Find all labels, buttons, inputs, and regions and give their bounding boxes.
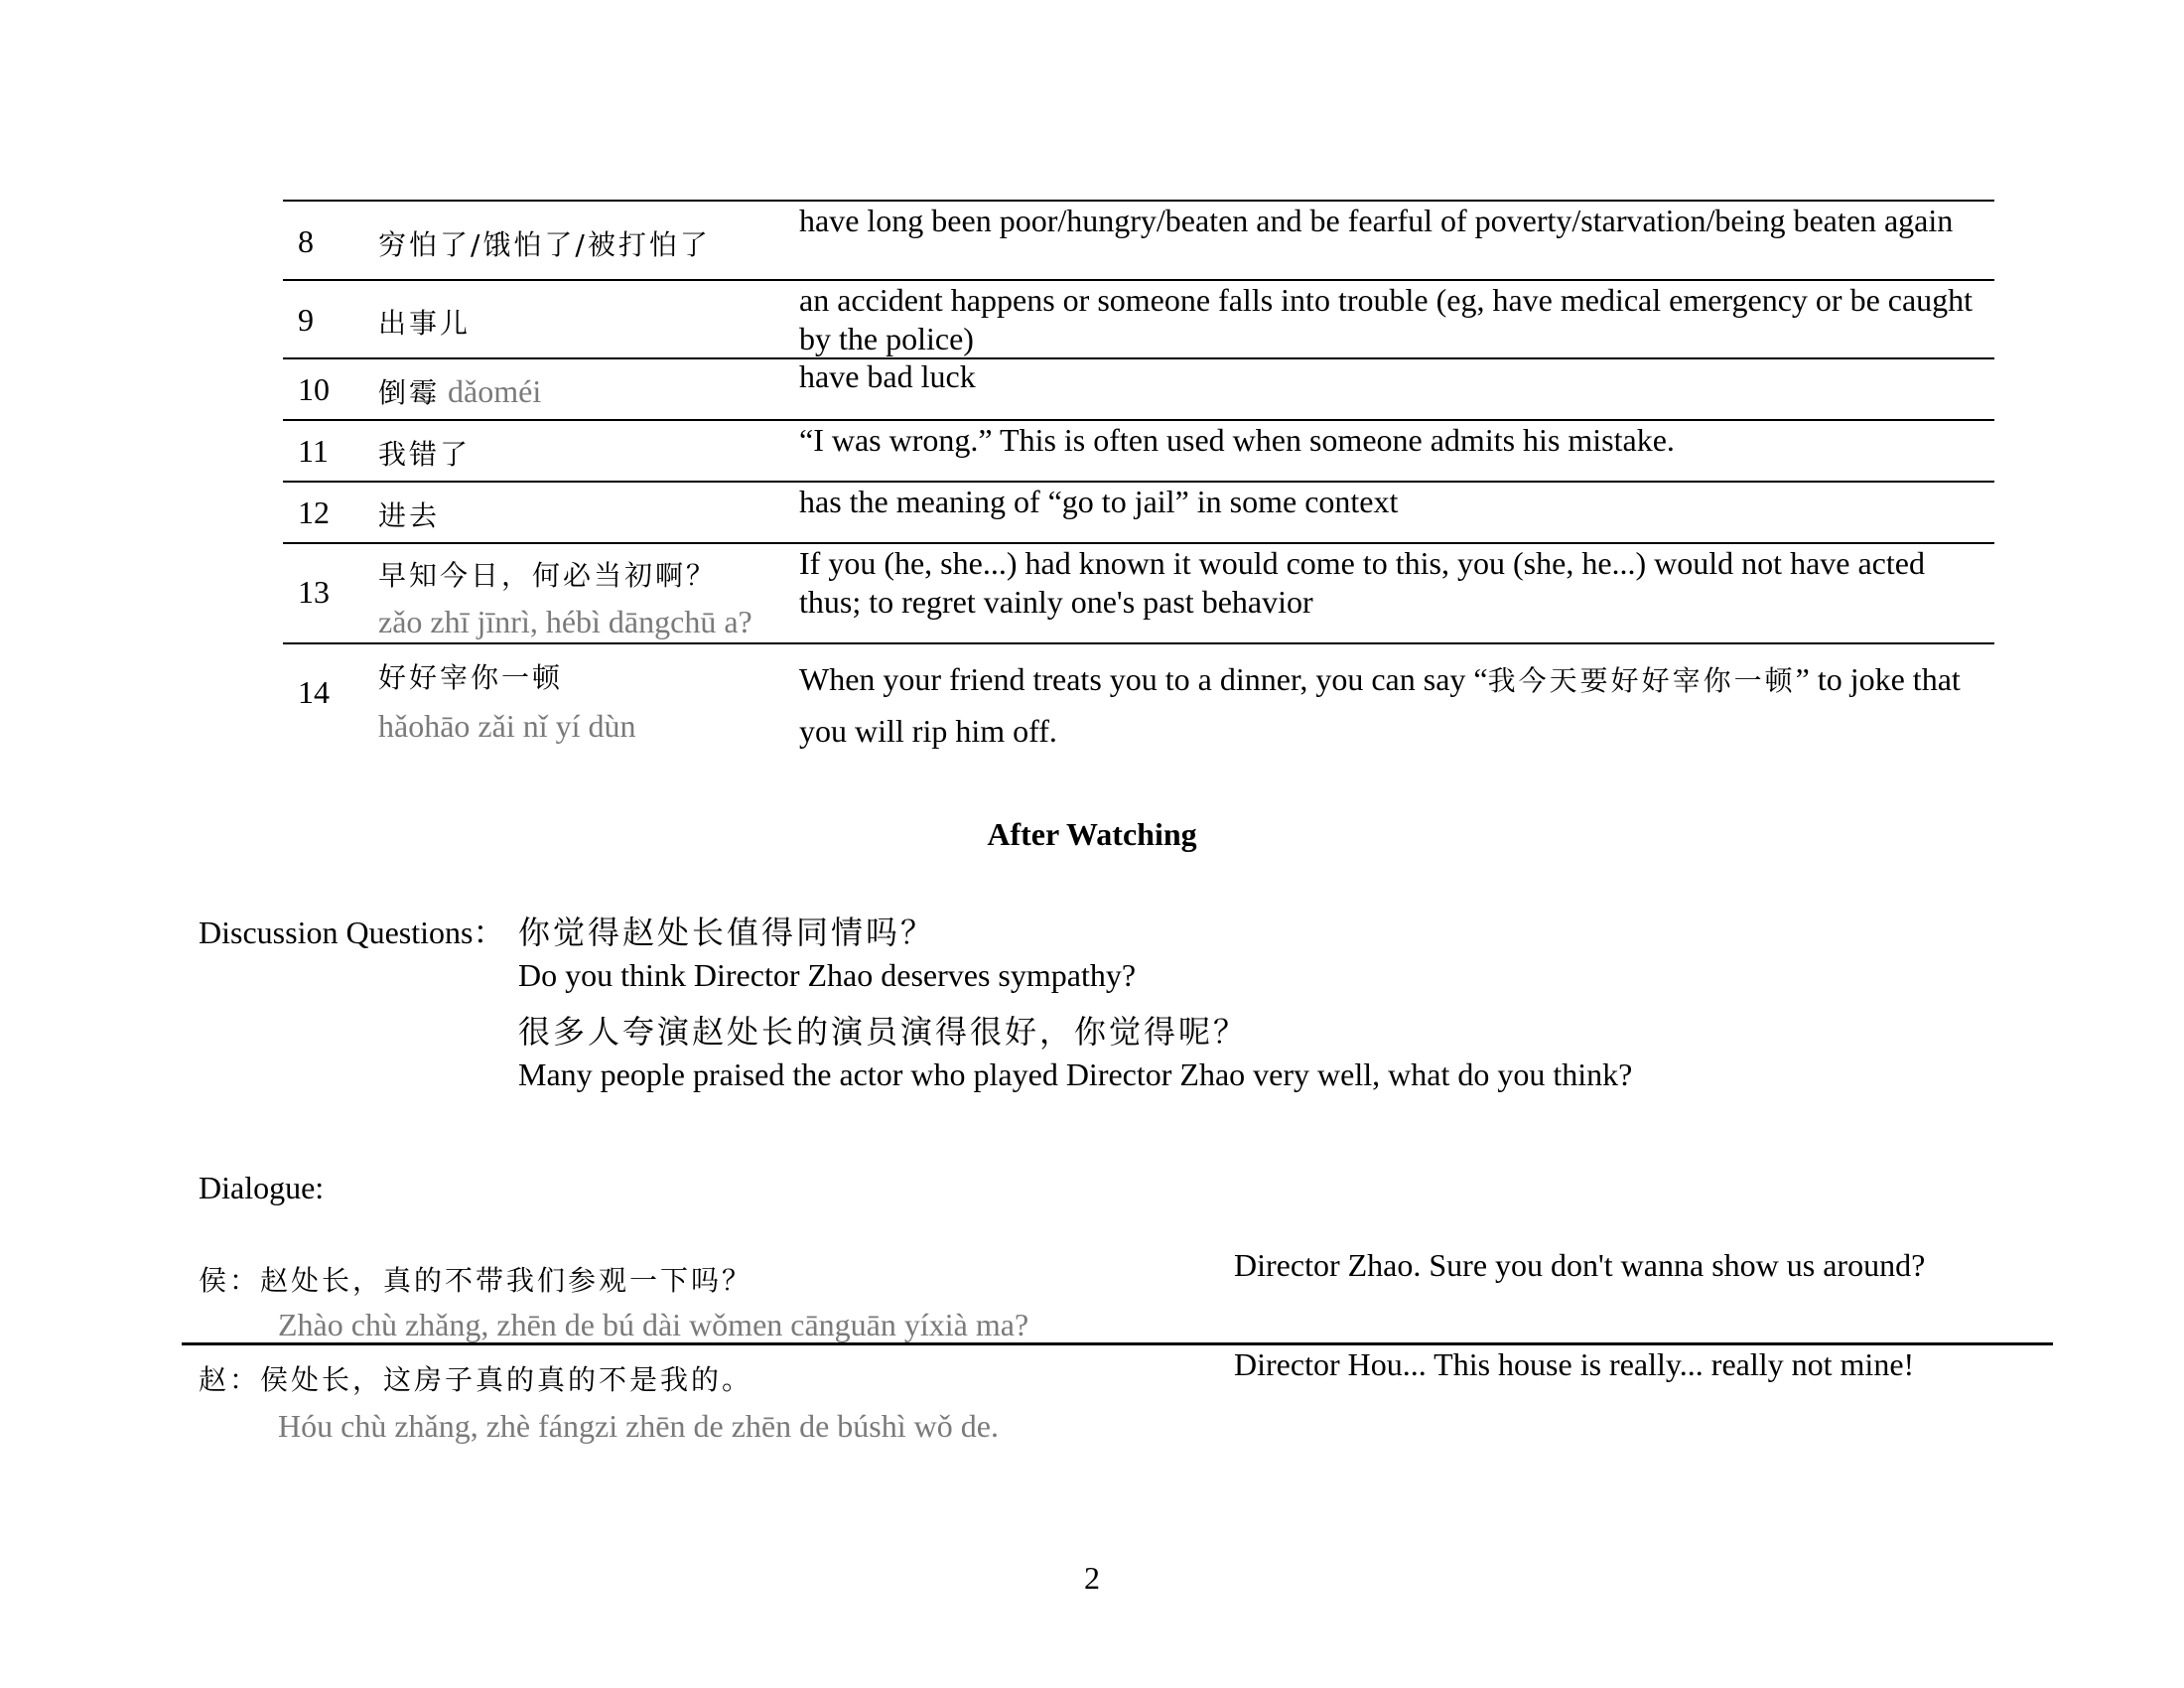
section-heading: After Watching: [987, 816, 1197, 852]
discussion-question: Many people praised the actor who played Director Zhao very well, what do you think?: [518, 1056, 1633, 1092]
vocab-row: [283, 421, 1994, 483]
vocab-term: 好好宰你一顿: [378, 661, 564, 694]
speaker-label: 侯：: [199, 1264, 261, 1297]
vocabulary-table: [283, 200, 1994, 749]
divider: [182, 1342, 2053, 1345]
vocab-number: 12: [298, 494, 330, 530]
vocab-row: [283, 281, 1994, 359]
vocab-term: 我错了: [378, 438, 472, 471]
vocab-row: [283, 359, 1994, 421]
page-number: 2: [1084, 1560, 1100, 1596]
vocab-number: 8: [298, 223, 314, 259]
dialogue-line-chinese: [199, 1358, 752, 1398]
vocab-definition: “I was wrong.” This is often used when someone admits his mistake.: [799, 422, 1675, 458]
vocab-definition: an accident happens or someone falls into trouble (eg, have medical emergency or be caught by the police): [799, 282, 1974, 356]
definition-text: When your friend treats you to a dinner, you can say “: [799, 661, 1488, 697]
vocab-number: 14: [298, 674, 330, 710]
vocab-definition: [799, 654, 1994, 756]
vocab-row: [283, 202, 1994, 281]
vocab-definition: has the meaning of “go to jail” in some context: [799, 484, 1399, 519]
dialogue-english: Director Zhao. Sure you don't wanna show us around?: [1234, 1247, 1926, 1283]
vocab-definition: have long been poor/hungry/beaten and be fearful of poverty/starvation/being beaten again: [799, 203, 1954, 238]
vocab-pinyin: zǎo zhī jīnrì, hébì dāngchū a?: [378, 604, 752, 639]
dialogue-chinese-text: 侯处长，这房子真的真的不是我的。: [260, 1363, 753, 1396]
vocab-term: 出事儿: [378, 307, 472, 340]
vocab-term: 进去: [378, 499, 441, 532]
vocab-term: 穷怕了/饿怕了/被打怕了: [378, 228, 711, 261]
discussion-questions-label: Discussion Questions：: [199, 914, 505, 950]
vocab-number: 9: [298, 302, 314, 338]
definition-chinese-phrase: 我今天要好好宰你一顿: [1487, 664, 1796, 697]
discussion-question: 你觉得赵处长值得同情吗？: [518, 914, 936, 951]
dialogue-line-chinese: [199, 1259, 752, 1299]
dialogue-chinese-text: 赵处长，真的不带我们参观一下吗？: [260, 1264, 753, 1297]
vocab-number: 13: [298, 574, 330, 610]
vocab-pinyin: dǎoméi: [448, 373, 542, 409]
vocab-definition: have bad luck: [799, 358, 976, 394]
dialogue-pinyin: Hóu chù zhǎng, zhè fángzi zhēn de zhēn de búshì wǒ de.: [278, 1408, 999, 1444]
vocab-row: [283, 483, 1994, 544]
vocab-number: 11: [298, 433, 329, 469]
vocab-row: [283, 544, 1994, 644]
vocab-term: 倒霉: [378, 376, 441, 409]
dialogue-english: Director Hou... This house is really... really not mine!: [1234, 1346, 1915, 1382]
definition-text: ” to joke that you will rip him off.: [799, 661, 1961, 749]
discussion-question: 很多人夸演赵处长的演员演得很好，你觉得呢？: [518, 1013, 1249, 1051]
vocab-term: 早知今日，何必当初啊？: [378, 559, 718, 592]
vocab-definition: If you (he, she...) had known it would come to this, you (she, he...) would not have acted thus; to regret vainly one's past behavior: [799, 545, 1925, 620]
dialogue-pinyin: Zhào chù zhǎng, zhēn de bú dài wǒmen cānguān yíxià ma?: [278, 1307, 1029, 1342]
vocab-pinyin: hǎohāo zǎi nǐ yí dùn: [378, 708, 636, 744]
dialogue-label: Dialogue:: [199, 1170, 325, 1205]
vocab-row: [283, 644, 1994, 749]
discussion-question: Do you think Director Zhao deserves sympathy?: [518, 957, 1137, 993]
vocab-number: 10: [298, 371, 330, 407]
speaker-label: 赵：: [199, 1363, 261, 1396]
